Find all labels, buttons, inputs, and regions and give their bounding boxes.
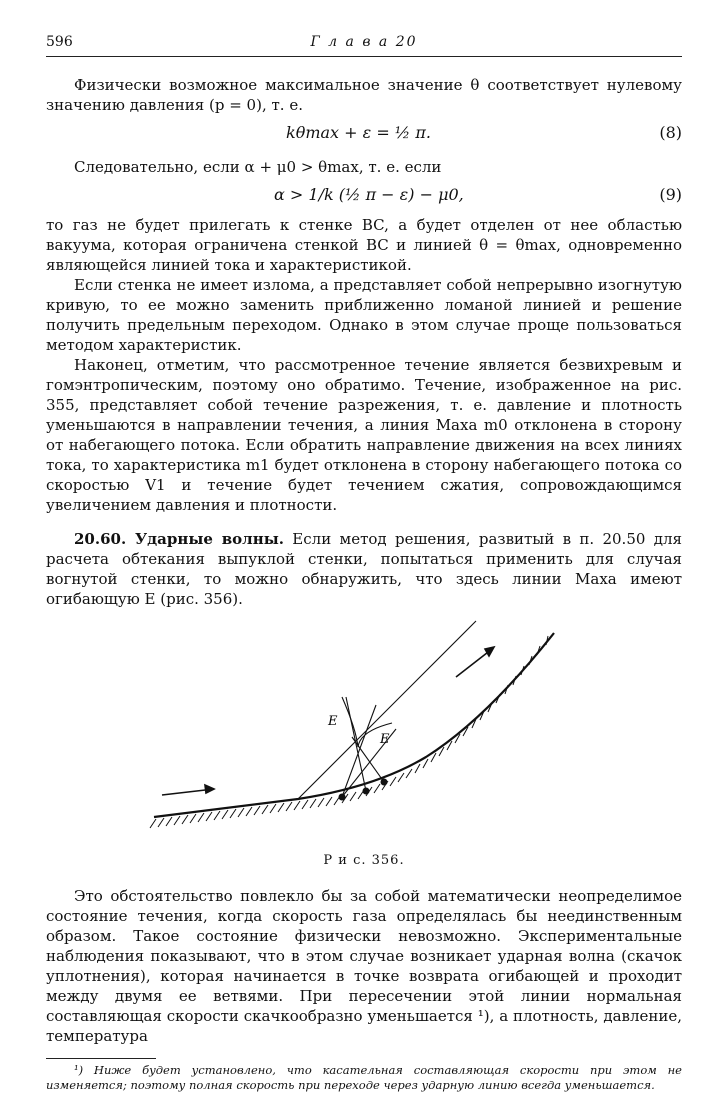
label-e-left: E	[328, 714, 338, 729]
paragraph-3: то газ не будет прилегать к стенке BC, а будет отделен от нее областью вакуума, которая ограничена стенкой BC и линией θ = θmax, одновременно являющейся линией тока и характеристикой.	[46, 216, 682, 274]
formula-8-expr: kθmax + ε = ½ π.	[286, 123, 431, 142]
section-20-60	[46, 529, 682, 609]
formula-9	[46, 177, 682, 211]
figure-356-diagram	[46, 619, 682, 849]
running-title: Г л а в а 20	[310, 34, 418, 50]
paragraph-6: Это обстоятельство повлекло бы за собой математически неопределимое состояние течения, когда скорость газа определялась бы неединственным образом. Такое состояние физически невозможно. Экспериментальные наблюдения показывают, что в этом случае возникает ударная волна (скачок уплотнения), которая начинается в точке возврата огибающей и проходит между двумя ее ветвями. При пересечении этой линии нормальная составляющая скорости скачкообразно уменьшается ¹), а плотность, давление, температура	[46, 887, 682, 1045]
paragraph-1: Физически возможное максимальное значение θ соответствует нулевому значению давления (p = 0), т. е.	[46, 76, 682, 114]
page-header	[46, 34, 682, 54]
section-heading: 20.60. Ударные волны.	[74, 530, 284, 548]
footnote-rule	[46, 1058, 156, 1059]
figure-caption: Р и с. 356.	[323, 853, 405, 868]
paragraph-2: Следовательно, если α + μ0 > θmax, т. е. если	[74, 158, 442, 176]
outgoing-arrowhead	[485, 647, 494, 656]
incoming-arrowhead	[205, 785, 214, 793]
wall-hatching	[150, 636, 548, 828]
footnote: ¹) Ниже будет установлено, что касательная составляющая скорости при этом не изменяется; поэтому полная скорость при переходе через ударную линию всегда уменьшается.	[46, 1063, 682, 1092]
formula-8-number: (8)	[659, 123, 682, 142]
paragraph-4: Если стенка не имеет излома, а представляет собой непрерывно изогнутую кривую, то ее можно заменить приближенно ломаной линией и решение получить предельным переходом. Однако в этом случае проще пользоваться методом характеристик.	[46, 276, 682, 354]
paragraph-5: Наконец, отметим, что рассмотренное течение является безвихревым и гомэнтропическим, поэтому оно обратимо. Течение, изображенное на рис. 355, представляет собой течение разрежения, т. е. давление и плотность уменьшаются в направлении течения, а линия Маха m0 отклонена в сторону от набегающего потока. Если обратить направление движения на всех линиях тока, то характеристика m1 будет отклонена в сторону набегающего потока со скоростью V1 и течение будет течением сжатия, сопровождающимся увеличением давления и плотности.	[46, 356, 682, 514]
figure-356	[46, 619, 682, 849]
mach-line-2	[342, 705, 376, 797]
formula-8	[46, 115, 682, 149]
wall-point-2	[363, 788, 370, 795]
label-e-right: E	[380, 732, 390, 747]
header-rule	[46, 56, 682, 57]
page	[46, 34, 682, 1093]
mach-line-1	[298, 621, 476, 799]
wall-point-3	[381, 779, 388, 786]
section-text: Если метод решения, развитый в п. 20.50 для расчета обтекания выпуклой стенки, попытаться применить для случая вогнутой стенки, то можно обнаружить, что здесь линии Маха имеют огибающую E (рис. 356).	[46, 530, 682, 608]
wall-point-1	[339, 794, 346, 801]
page-number: 596	[46, 34, 73, 50]
formula-9-number: (9)	[659, 185, 682, 204]
formula-9-expr: α > 1/k (½ π − ε) − μ0,	[274, 185, 464, 204]
